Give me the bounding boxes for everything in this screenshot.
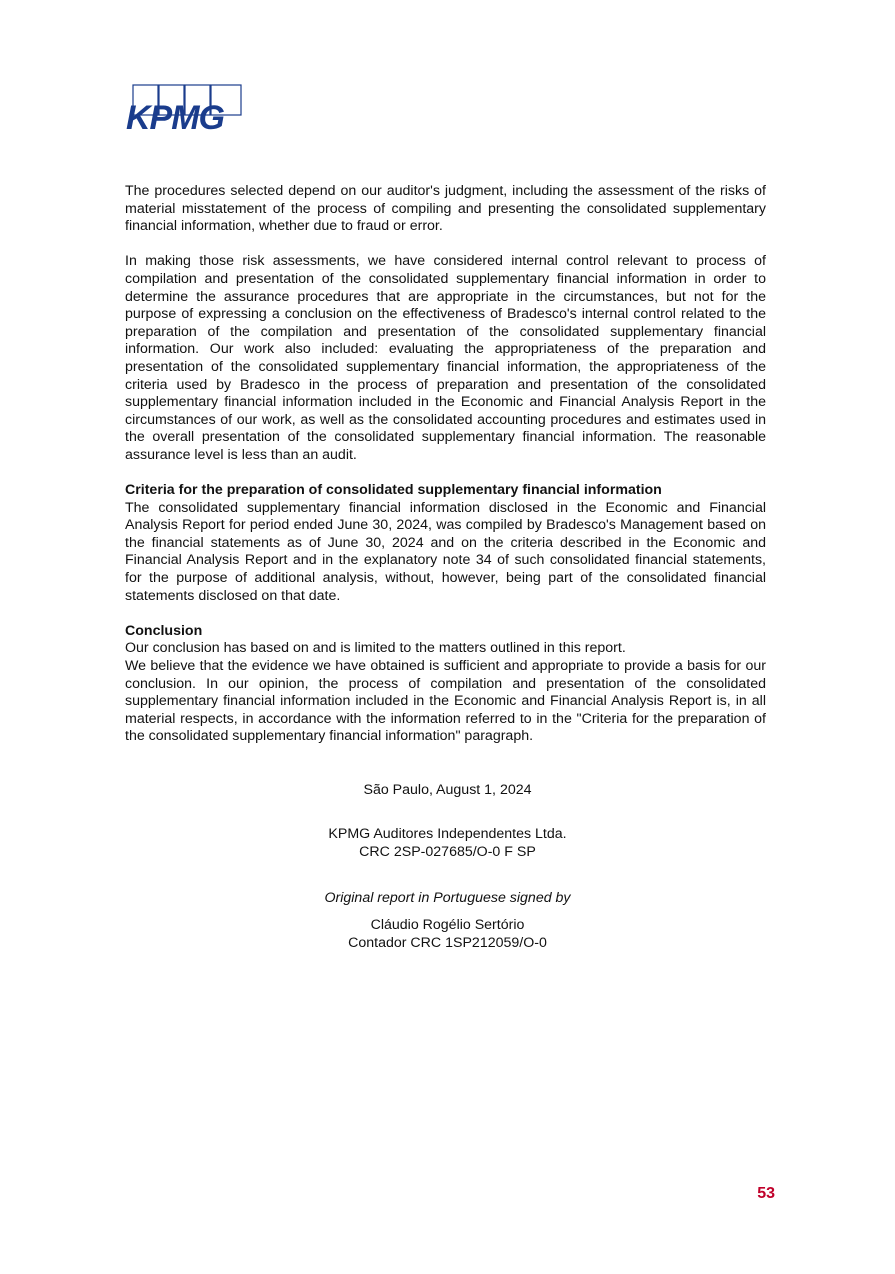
conclusion-body: We believe that the evidence we have obtained is sufficient and appropriate to provide a basis for our conclusion. In our opinion, the process of compilation and presentation of the consolidated supplementary financial information included in the Economic and Financial Analysis Report is, in all material respects, in accordance with the information referred to in the "Criteria for the preparation of the consolidated supplementary financial information" paragraph. xyxy=(125,658,766,745)
conclusion-section xyxy=(125,623,766,746)
paragraph-risk-assessments: In making those risk assessments, we have considered internal control relevant to process of compilation and presentation of the consolidated supplementary financial information in order to determine the assurance procedures that are appropriate in the circumstances, but not for the purpose of expressing a conclusion on the effectiveness of Bradesco's internal control related to the preparation of the compilation and presentation of the consolidated supplementary financial information. Our work also included: evaluating the appropriateness of the preparation and presentation of the consolidated supplementary financial information, the appropriateness of the criteria used by Bradesco in the process of preparation and presentation of the consolidated supplementary financial information included in the Economic and Financial Analysis Report in the circumstances of our work, as well as the consolidated accounting procedures and estimates used in the overall presentation of the consolidated supplementary financial information. The reasonable assurance level is less than an audit. xyxy=(125,253,766,463)
signature-note-text: Original report in Portuguese signed by xyxy=(324,890,571,906)
signer-name: Cláudio Rogélio Sertório xyxy=(370,917,525,933)
firm-name: KPMG Auditores Independentes Ltda. xyxy=(328,826,567,842)
signature-note xyxy=(0,889,895,907)
kpmg-logo xyxy=(125,84,245,132)
firm-block xyxy=(0,825,895,861)
signer-crc: Contador CRC 1SP212059/O-0 xyxy=(348,935,547,951)
criteria-heading: Criteria for the preparation of consolidated supplementary financial information xyxy=(125,482,662,499)
signer-block xyxy=(0,916,895,952)
conclusion-heading: Conclusion xyxy=(125,622,203,639)
firm-crc: CRC 2SP-027685/O-0 F SP xyxy=(359,844,536,860)
place-date-text: São Paulo, August 1, 2024 xyxy=(363,782,532,798)
criteria-section xyxy=(125,482,766,605)
paragraph-procedures: The procedures selected depend on our auditor's judgment, including the assessment of the risks of material misstatement of the process of compiling and presenting the consolidated supplementary financial information, whether due to fraud or error. xyxy=(125,183,766,235)
criteria-body: The consolidated supplementary financial information disclosed in the Economic and Financial Analysis Report for period ended June 30, 2024, was compiled by Bradesco's Management based on the financial statements as of June 30, 2024 and on the criteria described in the Economic and Financial Analysis Report and in the explanatory note 34 of such consolidated financial statements, for the purpose of additional analysis, without, however, being part of the consolidated financial statements disclosed on that date. xyxy=(125,499,766,604)
kpmg-logo-text: KPMG xyxy=(126,99,224,132)
conclusion-line: Our conclusion has based on and is limited to the matters outlined in this report. xyxy=(125,640,626,657)
place-and-date xyxy=(0,781,895,799)
report-body xyxy=(125,183,766,764)
page-number: 53 xyxy=(757,1185,775,1202)
